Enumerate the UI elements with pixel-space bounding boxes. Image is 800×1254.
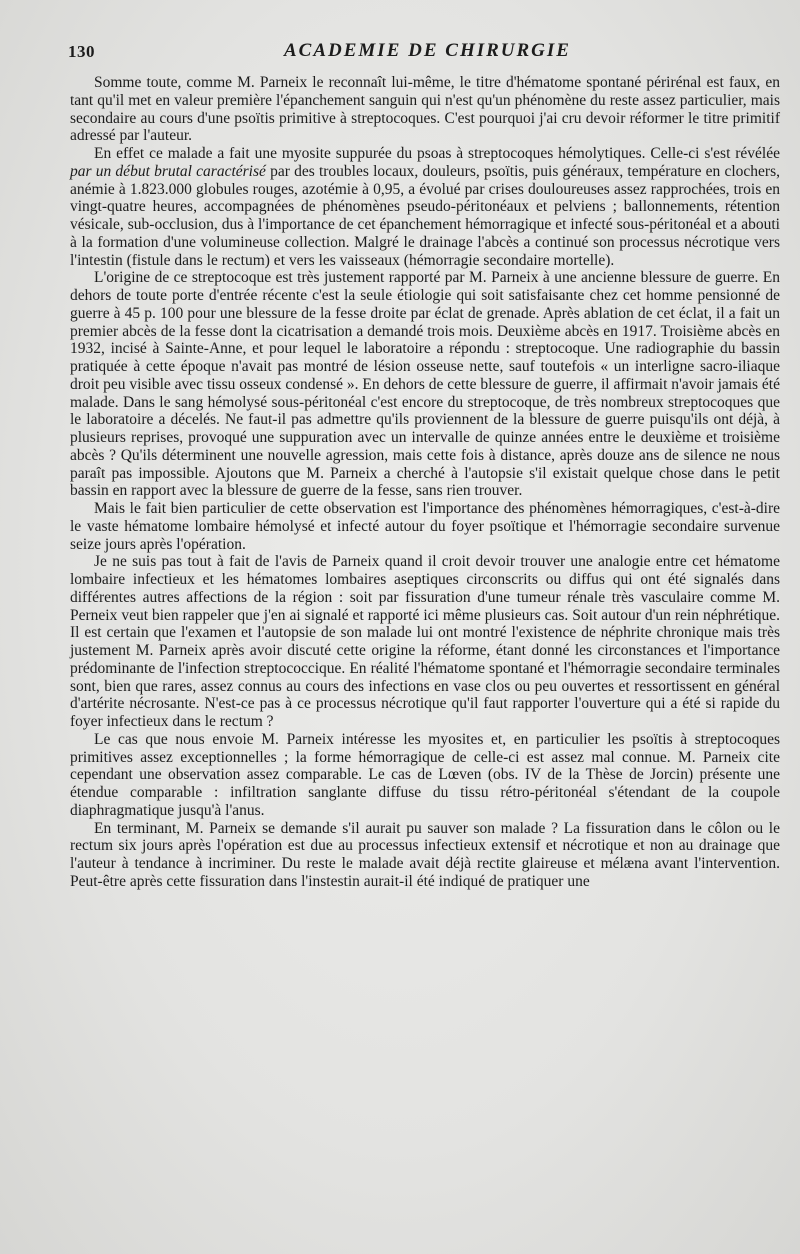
paragraph-6: Le cas que nous envoie M. Parneix intéresse les myosites et, en particulier les psoïtis à streptocoques primitives assez exceptionnelles ; la forme hémorragique de celle-ci est assez mal connue. M. Parneix cite cependant une observation assez comparable. Le cas de Lœven (obs. IV de la Thèse de Jorcin) présente une étendue comparable : infiltration sanglante diffuse du tissu rétro-péritonéal s'étendant de la coupole diaphragmatique jusqu'à l'anus. [70, 730, 780, 819]
paragraph-5: Je ne suis pas tout à fait de l'avis de Parneix quand il croit devoir trouver une analogie entre cet hématome lombaire infectieux et les hématomes lombaires aseptiques circonscrits ou diffus qui ont été signalés dans différentes autres affections de la région : soit par fissuration d'une tumeur rénale très vasculaire comme M. Perneix veut bien rappeler que j'en ai signalé et rapporté ici même plusieurs cas. Soit autour d'un rein néphrétique. Il est certain que l'examen et l'autopsie de son malade lui ont montré l'existence de néphrite chronique mais très justement M. Parneix après avoir discuté cette origine la réforme, étant donné les circonstances et l'importance prédominante de l'infection streptococcique. En réalité l'hématome spontané et l'hémorragie secondaire terminales sont, bien que rares, assez connus au cours des infections en vase clos ou peu ouvertes et ressortissent en général d'artérite nécrosante. N'est-ce pas à ce processus nécrotique qu'il faut rapporter l'ouverture qui a été si rapide du foyer infectieux dans le rectum ? [70, 553, 780, 730]
running-title: ACADEMIE DE CHIRURGIE [284, 40, 571, 61]
article-body [70, 74, 780, 891]
paragraph-2 [70, 145, 780, 269]
paragraph-2-italic: par un début brutal caractérisé [70, 162, 266, 180]
page-number: 130 [68, 42, 95, 61]
paragraph-2-text-a: En effet ce malade a fait une myosite suppurée du psoas à streptocoques hémolytiques. Celle-ci s'est révélée [94, 145, 780, 162]
page-header [68, 38, 780, 64]
paragraph-7: En terminant, M. Parneix se demande s'il aurait pu sauver son malade ? La fissuration dans le côlon ou le rectum six jours après l'opération est due au processus infectieux extensif et nécrotique et non au drainage que l'auteur à tendance à incriminer. Du reste le malade avait déjà rectite glaireuse et mélæna avant l'intervention. Peut-être après cette fissuration dans l'instestin aurait-il été indiqué de pratiquer une [70, 819, 780, 890]
paragraph-4: Mais le fait bien particulier de cette observation est l'importance des phénomènes hémorragiques, c'est-à-dire le vaste hématome lombaire hémolysé et infecté autour du foyer psoïtique et l'hémorragie secondaire survenue seize jours après l'opération. [70, 500, 780, 553]
paragraph-1: Somme toute, comme M. Parneix le reconnaît lui-même, le titre d'hématome spontané périrénal est faux, en tant qu'il met en valeur première l'épanchement sanguin qui n'est qu'un phénomène du reste assez particulier, mais secondaire au cours d'une psoïtis primitive à streptocoques. C'est pourquoi j'ai cru devoir réformer le titre primitif adressé par l'auteur. [70, 74, 780, 145]
paragraph-2-text-b: par des troubles locaux, douleurs, psoïtis, puis généraux, température en clochers, anémie à 1.823.000 globules rouges, azotémie à 0,95, a évolué par crises douloureuses assez rapprochées, trois en vingt-quatre heures, accompagnées de phénomènes pseudo-péritonéaux et pelviens ; ballonnements, rétention vésicale, sub-occlusion, dus à l'importance de cet épanchement hémorragique et infecté sous-péritonéal et a abouti à la formation d'une volumineuse collection. Malgré le drainage l'abcès a continué son processus nécrotique vers l'intestin (fistule dans le rectum) et vers les vaisseaux (hémorragie secondaire mortelle). [70, 162, 780, 269]
paragraph-3: L'origine de ce streptocoque est très justement rapporté par M. Parneix à une ancienne blessure de guerre. En dehors de toute porte d'entrée récente c'est la seule étiologie qui soit satisfaisante chez cet homme pensionné de guerre à 45 p. 100 pour une blessure de la fesse droite par éclat de grenade. Après ablation de cet éclat, il a fait un premier abcès de la fesse dont la cicatrisation a demandé trois mois. Deuxième abcès en 1917. Troisième abcès en 1932, incisé à Sainte-Anne, et pour lequel le laboratoire a répondu : streptocoque. Une radiographie du bassin pratiquée à cette époque n'avait pas montré de lésion osseuse nette, sauf toutefois « un interligne sacro-iliaque droit peu visible avec tissu osseux condensé ». En dehors de cette blessure de guerre, il affirmait n'avoir jamais été malade. Dans le sang hémolysé sous-péritonéal c'est encore du streptocoque, de très nombreux streptocoques que le laboratoire a décelés. Ne faut-il pas admettre qu'ils proviennent de la blessure de guerre puisqu'ils ont déjà, à plusieurs reprises, provoqué une suppuration avec un intervalle de quinze années entre le deuxième et troisième abcès ? Qu'ils déterminent une nouvelle agression, mais cette fois à distance, après douze ans de silence ne nous paraît pas impossible. Ajoutons que M. Parneix a cherché à l'autopsie s'il existait quelque chose dans le petit bassin en rapport avec la blessure de guerre de la fesse, sans rien trouver. [70, 269, 780, 500]
